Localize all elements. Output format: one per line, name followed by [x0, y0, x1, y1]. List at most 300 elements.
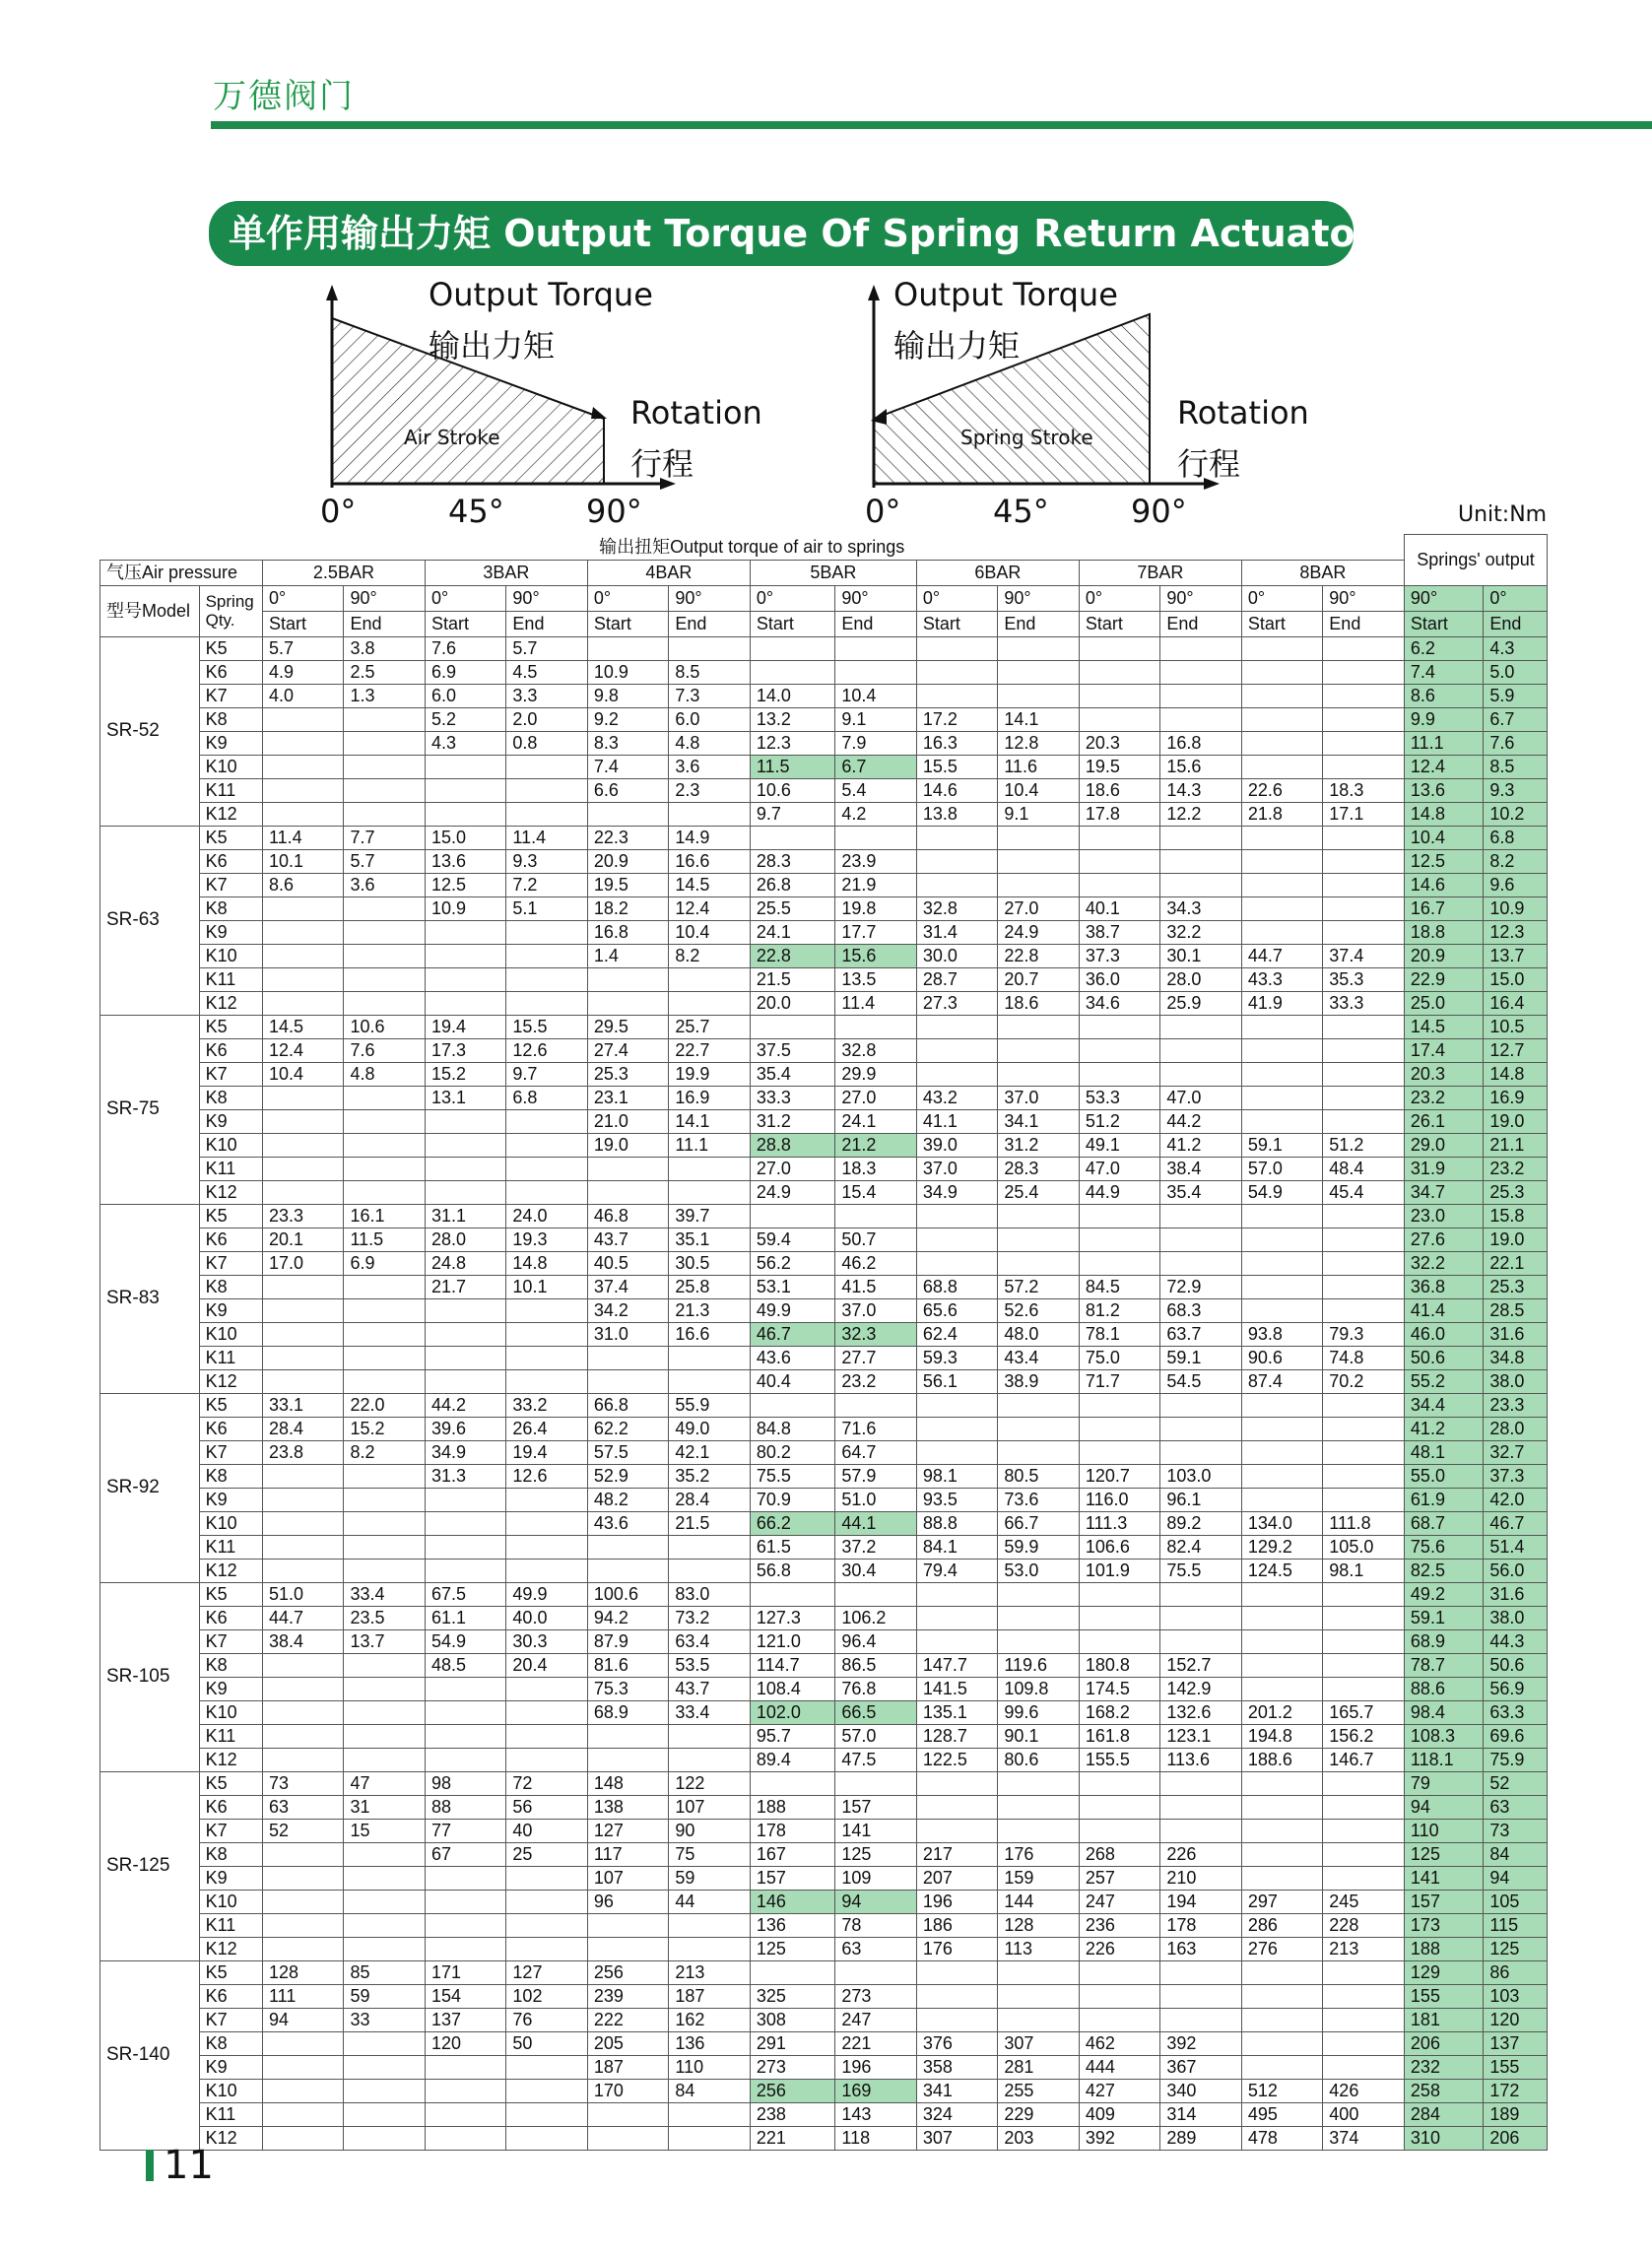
table-cell: 4.0	[262, 684, 343, 707]
table-cell: 123.1	[1160, 1724, 1241, 1748]
table-cell: 122.5	[916, 1748, 997, 1771]
table-cell	[506, 1109, 587, 1133]
table-cell: 155	[1484, 2055, 1548, 2079]
table-cell	[750, 1204, 835, 1228]
table-cell: 187	[587, 2055, 668, 2079]
table-cell	[506, 1913, 587, 1937]
table-cell: 13.5	[835, 967, 916, 991]
table-cell: 181	[1404, 2008, 1483, 2031]
start-header: Start	[587, 611, 668, 636]
table-cell	[1160, 873, 1241, 896]
spring-qty-cell: K12	[199, 991, 262, 1015]
table-cell: 10.4	[669, 920, 750, 944]
table-cell: 32.7	[1484, 1440, 1548, 1464]
table-cell	[262, 1535, 343, 1559]
model-name: SR-83	[100, 1204, 200, 1393]
table-cell: 47.0	[1079, 1157, 1159, 1180]
table-cell: 6.6	[587, 778, 668, 802]
table-cell: 273	[750, 2055, 835, 2079]
table-cell: 56.8	[750, 1559, 835, 1582]
table-cell	[587, 1748, 668, 1771]
table-cell	[262, 1866, 343, 1890]
table-cell: 3.3	[506, 684, 587, 707]
table-cell	[1323, 1228, 1405, 1251]
table-cell: 15.0	[1484, 967, 1548, 991]
table-cell: 73.6	[998, 1488, 1079, 1511]
table-cell: 51.0	[835, 1488, 916, 1511]
table-cell: 59	[344, 1984, 425, 2008]
table-cell: 46.7	[1484, 1511, 1548, 1535]
table-cell: 340	[1160, 2079, 1241, 2102]
table-cell: 7.6	[344, 1038, 425, 1062]
table-row	[100, 707, 1548, 731]
table-cell: 314	[1160, 2102, 1241, 2126]
table-cell	[1323, 1275, 1405, 1298]
pressure-header: 7BAR	[1079, 560, 1241, 585]
table-cell: 30.5	[669, 1251, 750, 1275]
table-cell: 13.6	[1404, 778, 1483, 802]
table-cell: 53.1	[750, 1275, 835, 1298]
table-cell	[262, 707, 343, 731]
table-cell: 213	[669, 1960, 750, 1984]
table-cell: 21.1	[1484, 1133, 1548, 1157]
table-cell: 118	[835, 2126, 916, 2150]
table-cell: 38.7	[1079, 920, 1159, 944]
deg-end-header: 90°	[506, 585, 587, 611]
table-cell: 31.4	[916, 920, 997, 944]
spring-qty-cell: K8	[199, 2031, 262, 2055]
table-cell: 7.6	[425, 636, 505, 660]
table-cell	[1160, 826, 1241, 849]
end-header: End	[344, 611, 425, 636]
pressure-header: 3BAR	[425, 560, 587, 585]
table-cell: 12.3	[1484, 920, 1548, 944]
table-cell: 188.6	[1241, 1748, 1322, 1771]
table-cell: 49.1	[1079, 1133, 1159, 1157]
table-cell	[916, 1819, 997, 1842]
table-cell: 53.3	[1079, 1086, 1159, 1109]
table-cell	[1241, 1298, 1322, 1322]
table-cell: 33.4	[669, 1700, 750, 1724]
table-cell	[344, 991, 425, 1015]
table-cell	[587, 1535, 668, 1559]
table-cell: 23.0	[1404, 1204, 1483, 1228]
table-cell	[1323, 1298, 1405, 1322]
table-cell: 35.1	[669, 1228, 750, 1251]
table-cell: 257	[1079, 1866, 1159, 1890]
table-cell: 24.9	[750, 1180, 835, 1204]
table-cell: 88.6	[1404, 1677, 1483, 1700]
table-cell	[587, 1559, 668, 1582]
table-cell: 59.4	[750, 1228, 835, 1251]
table-cell: 79.3	[1323, 1322, 1405, 1346]
table-cell: 238	[750, 2102, 835, 2126]
spring-qty-cell: K6	[199, 1417, 262, 1440]
table-cell	[1079, 1606, 1159, 1629]
table-cell	[835, 1015, 916, 1038]
table-cell: 78.7	[1404, 1653, 1483, 1677]
table-cell: 34.3	[1160, 896, 1241, 920]
table-cell: 49.9	[506, 1582, 587, 1606]
table-cell: 63.4	[669, 1629, 750, 1653]
table-cell	[506, 1133, 587, 1157]
table-cell	[1241, 1819, 1322, 1842]
table-cell: 24.9	[998, 920, 1079, 944]
table-cell: 7.2	[506, 873, 587, 896]
spring-qty-cell: K7	[199, 1440, 262, 1464]
table-cell: 98.1	[1323, 1559, 1405, 1582]
spring-qty-cell: K8	[199, 1275, 262, 1298]
table-cell: 68.3	[1160, 1298, 1241, 1322]
table-cell: 98.4	[1404, 1700, 1483, 1724]
table-cell	[506, 1511, 587, 1535]
table-cell	[998, 636, 1079, 660]
table-cell: 113	[998, 1937, 1079, 1960]
table-cell	[750, 636, 835, 660]
table-row	[100, 1937, 1548, 1960]
table-cell	[262, 896, 343, 920]
table-cell: 129	[1404, 1960, 1483, 1984]
spring-qty-cell: K5	[199, 1204, 262, 1228]
table-cell	[1323, 1606, 1405, 1629]
table-cell	[1241, 1393, 1322, 1417]
table-cell	[1241, 896, 1322, 920]
spring-qty-cell: K12	[199, 1937, 262, 1960]
table-cell	[1160, 707, 1241, 731]
table-cell	[425, 2055, 505, 2079]
table-cell	[262, 1275, 343, 1298]
header-main: 输出扭矩Output torque of air to springs	[100, 535, 1405, 561]
spring-qty-cell: K10	[199, 1890, 262, 1913]
left-tick-90: 90°	[586, 493, 642, 530]
table-row	[100, 1322, 1548, 1346]
table-cell: 40.4	[750, 1369, 835, 1393]
table-cell	[1079, 1251, 1159, 1275]
table-cell	[1241, 1440, 1322, 1464]
table-cell	[916, 873, 997, 896]
table-cell	[1241, 1062, 1322, 1086]
table-row	[100, 1417, 1548, 1440]
right-output-torque-label: Output Torque	[893, 276, 1118, 313]
table-cell: 32.2	[1404, 1251, 1483, 1275]
table-cell: 119.6	[998, 1653, 1079, 1677]
table-cell: 111.8	[1323, 1511, 1405, 1535]
table-cell	[916, 1062, 997, 1086]
table-cell: 31.3	[425, 1464, 505, 1488]
table-cell: 28.4	[669, 1488, 750, 1511]
table-cell: 34.6	[1079, 991, 1159, 1015]
spring-qty-cell: K12	[199, 1180, 262, 1204]
table-cell: 102.0	[750, 1700, 835, 1724]
table-cell: 268	[1079, 1842, 1159, 1866]
header-rule	[211, 121, 1652, 129]
table-cell	[916, 1015, 997, 1038]
table-cell: 28.8	[750, 1133, 835, 1157]
table-cell	[750, 1393, 835, 1417]
table-cell	[262, 2102, 343, 2126]
table-cell: 26.4	[506, 1417, 587, 1440]
table-cell: 33.3	[750, 1086, 835, 1109]
table-cell: 14.8	[1484, 1062, 1548, 1086]
table-cell: 169	[835, 2079, 916, 2102]
table-cell: 38.0	[1484, 1606, 1548, 1629]
table-cell	[425, 1724, 505, 1748]
table-cell	[1160, 684, 1241, 707]
table-cell	[1323, 1629, 1405, 1653]
table-cell	[669, 1724, 750, 1748]
table-cell	[669, 1559, 750, 1582]
table-cell: 29.0	[1404, 1133, 1483, 1157]
table-cell: 42.0	[1484, 1488, 1548, 1511]
spring-qty-cell: K5	[199, 826, 262, 849]
table-cell: 258	[1404, 2079, 1483, 2102]
table-cell: 34.9	[425, 1440, 505, 1464]
spring-qty-cell: K9	[199, 1488, 262, 1511]
table-cell: 18.8	[1404, 920, 1483, 944]
spring-qty-cell: K12	[199, 1559, 262, 1582]
table-row	[100, 1606, 1548, 1629]
table-row	[100, 1582, 1548, 1606]
table-cell: 10.4	[262, 1062, 343, 1086]
table-cell: 61.1	[425, 1606, 505, 1629]
table-cell	[998, 873, 1079, 896]
table-cell: 19.5	[1079, 755, 1159, 778]
table-cell	[1323, 1819, 1405, 1842]
table-cell: 8.2	[1484, 849, 1548, 873]
spring-qty-cell: K7	[199, 2008, 262, 2031]
table-cell	[669, 1748, 750, 1771]
table-cell: 256	[587, 1960, 668, 1984]
table-cell: 34.7	[1404, 1180, 1483, 1204]
table-cell: 127.3	[750, 1606, 835, 1629]
deg-end-header: 90°	[1160, 585, 1241, 611]
table-cell: 14.5	[669, 873, 750, 896]
table-cell: 72.9	[1160, 1275, 1241, 1298]
table-cell: 188	[750, 1795, 835, 1819]
spring-qty-cell: K5	[199, 1015, 262, 1038]
table-cell: 178	[750, 1819, 835, 1842]
table-cell	[506, 2079, 587, 2102]
table-cell	[344, 920, 425, 944]
spring-qty-cell: K11	[199, 1724, 262, 1748]
table-cell	[1241, 1960, 1322, 1984]
table-row	[100, 1275, 1548, 1298]
table-cell	[344, 1275, 425, 1298]
table-cell: 44	[669, 1890, 750, 1913]
table-cell: 35.4	[1160, 1180, 1241, 1204]
table-cell	[916, 2008, 997, 2031]
table-row	[100, 2102, 1548, 2126]
table-cell: 217	[916, 1842, 997, 1866]
table-cell	[916, 1440, 997, 1464]
table-cell	[506, 1180, 587, 1204]
table-cell: 23.3	[1484, 1393, 1548, 1417]
deg-end-header: 90°	[344, 585, 425, 611]
table-cell: 30.3	[506, 1629, 587, 1653]
table-cell: 15.5	[506, 1015, 587, 1038]
table-cell: 96	[587, 1890, 668, 1913]
table-row	[100, 1440, 1548, 1464]
table-row	[100, 920, 1548, 944]
table-cell	[506, 1748, 587, 1771]
table-cell: 201.2	[1241, 1700, 1322, 1724]
table-cell	[669, 1535, 750, 1559]
table-cell: 6.7	[835, 755, 916, 778]
table-cell: 22.6	[1241, 778, 1322, 802]
table-row	[100, 1086, 1548, 1109]
table-cell	[1241, 660, 1322, 684]
table-cell	[262, 1511, 343, 1535]
table-cell	[506, 2102, 587, 2126]
table-cell	[344, 1511, 425, 1535]
spring-qty-cell: K8	[199, 1842, 262, 1866]
table-cell: 310	[1404, 2126, 1483, 2150]
table-cell: 15.6	[1160, 755, 1241, 778]
table-cell	[425, 1180, 505, 1204]
table-cell: 12.4	[1404, 755, 1483, 778]
table-cell: 22.8	[998, 944, 1079, 967]
table-cell	[344, 1133, 425, 1157]
unit-label: Unit:Nm	[1458, 502, 1548, 527]
table-cell: 11.6	[998, 755, 1079, 778]
table-cell	[587, 1157, 668, 1180]
table-cell: 8.2	[669, 944, 750, 967]
table-cell: 21.2	[835, 1133, 916, 1157]
table-cell: 73	[262, 1771, 343, 1795]
table-cell	[1241, 1677, 1322, 1700]
table-row	[100, 755, 1548, 778]
table-cell: 392	[1079, 2126, 1159, 2150]
table-cell: 33	[344, 2008, 425, 2031]
table-cell: 109	[835, 1866, 916, 1890]
table-cell: 87.4	[1241, 1369, 1322, 1393]
table-row	[100, 1700, 1548, 1724]
table-cell: 12.4	[669, 896, 750, 920]
table-row	[100, 1133, 1548, 1157]
spring-qty-cell: K11	[199, 1346, 262, 1369]
table-cell: 10.2	[1484, 802, 1548, 826]
table-cell: 210	[1160, 1866, 1241, 1890]
table-cell	[1079, 660, 1159, 684]
table-cell	[1160, 1015, 1241, 1038]
table-cell: 84.1	[916, 1535, 997, 1559]
table-cell: 84.5	[1079, 1275, 1159, 1298]
table-cell	[425, 1748, 505, 1771]
spring-qty-cell: K9	[199, 1298, 262, 1322]
table-cell	[1160, 1251, 1241, 1275]
table-cell	[506, 1157, 587, 1180]
table-cell: 20.0	[750, 991, 835, 1015]
table-cell: 108.3	[1404, 1724, 1483, 1748]
table-row	[100, 896, 1548, 920]
table-cell: 32.8	[916, 896, 997, 920]
table-cell: 83.0	[669, 1582, 750, 1606]
table-cell	[425, 778, 505, 802]
table-cell	[425, 944, 505, 967]
table-cell: 56.1	[916, 1369, 997, 1393]
table-cell: 128.7	[916, 1724, 997, 1748]
table-cell	[1323, 684, 1405, 707]
model-name: SR-92	[100, 1393, 200, 1582]
table-row	[100, 2079, 1548, 2102]
table-cell: 5.9	[1484, 684, 1548, 707]
table-cell: 55.0	[1404, 1464, 1483, 1488]
table-cell: 13.7	[344, 1629, 425, 1653]
table-cell: 27.4	[587, 1038, 668, 1062]
table-cell	[1160, 660, 1241, 684]
table-cell	[916, 684, 997, 707]
table-cell: 13.1	[425, 1086, 505, 1109]
spring-qty-cell: K8	[199, 1086, 262, 1109]
table-cell	[1323, 2008, 1405, 2031]
table-cell	[835, 1204, 916, 1228]
table-cell: 157	[1404, 1890, 1483, 1913]
table-cell: 341	[916, 2079, 997, 2102]
table-cell	[1323, 1062, 1405, 1086]
table-cell: 32.8	[835, 1038, 916, 1062]
spring-qty-cell: K7	[199, 873, 262, 896]
table-cell: 134.0	[1241, 1511, 1322, 1535]
table-cell: 2.3	[669, 778, 750, 802]
table-cell: 111.3	[1079, 1511, 1159, 1535]
table-cell: 18.2	[587, 896, 668, 920]
table-cell: 90	[669, 1819, 750, 1842]
right-tick-90: 90°	[1131, 493, 1187, 530]
table-cell: 28.7	[916, 967, 997, 991]
table-cell: 85	[344, 1960, 425, 1984]
table-cell	[1241, 873, 1322, 896]
table-cell: 8.6	[262, 873, 343, 896]
table-cell: 13.6	[425, 849, 505, 873]
spring-qty-cell: K11	[199, 1913, 262, 1937]
table-cell	[587, 2126, 668, 2150]
table-cell: 22.9	[1404, 967, 1483, 991]
table-cell: 11.4	[506, 826, 587, 849]
table-cell: 20.9	[587, 849, 668, 873]
table-row	[100, 1866, 1548, 1890]
table-cell: 100.6	[587, 1582, 668, 1606]
table-cell	[998, 1606, 1079, 1629]
table-cell: 26.8	[750, 873, 835, 896]
spring-qty-cell: K6	[199, 849, 262, 873]
table-cell	[1079, 707, 1159, 731]
table-cell: 28.0	[1484, 1417, 1548, 1440]
table-cell: 31.6	[1484, 1322, 1548, 1346]
table-cell	[344, 802, 425, 826]
table-cell: 186	[916, 1913, 997, 1937]
spring-qty-cell: K9	[199, 1866, 262, 1890]
table-cell: 2.0	[506, 707, 587, 731]
table-cell	[1079, 873, 1159, 896]
table-cell	[425, 1535, 505, 1559]
table-row	[100, 1913, 1548, 1937]
table-cell: 41.2	[1160, 1133, 1241, 1157]
table-cell: 66.8	[587, 1393, 668, 1417]
table-cell: 18.3	[835, 1157, 916, 1180]
table-cell: 176	[998, 1842, 1079, 1866]
table-cell: 53.5	[669, 1653, 750, 1677]
table-cell	[587, 1369, 668, 1393]
table-cell: 10.9	[1484, 896, 1548, 920]
table-cell: 37.0	[835, 1298, 916, 1322]
table-cell: 43.6	[587, 1511, 668, 1535]
spring-qty-cell: K9	[199, 731, 262, 755]
table-cell: 4.8	[669, 731, 750, 755]
table-cell: 40.5	[587, 1251, 668, 1275]
table-cell: 68.9	[1404, 1629, 1483, 1653]
table-cell: 308	[750, 2008, 835, 2031]
table-cell: 31.2	[750, 1109, 835, 1133]
